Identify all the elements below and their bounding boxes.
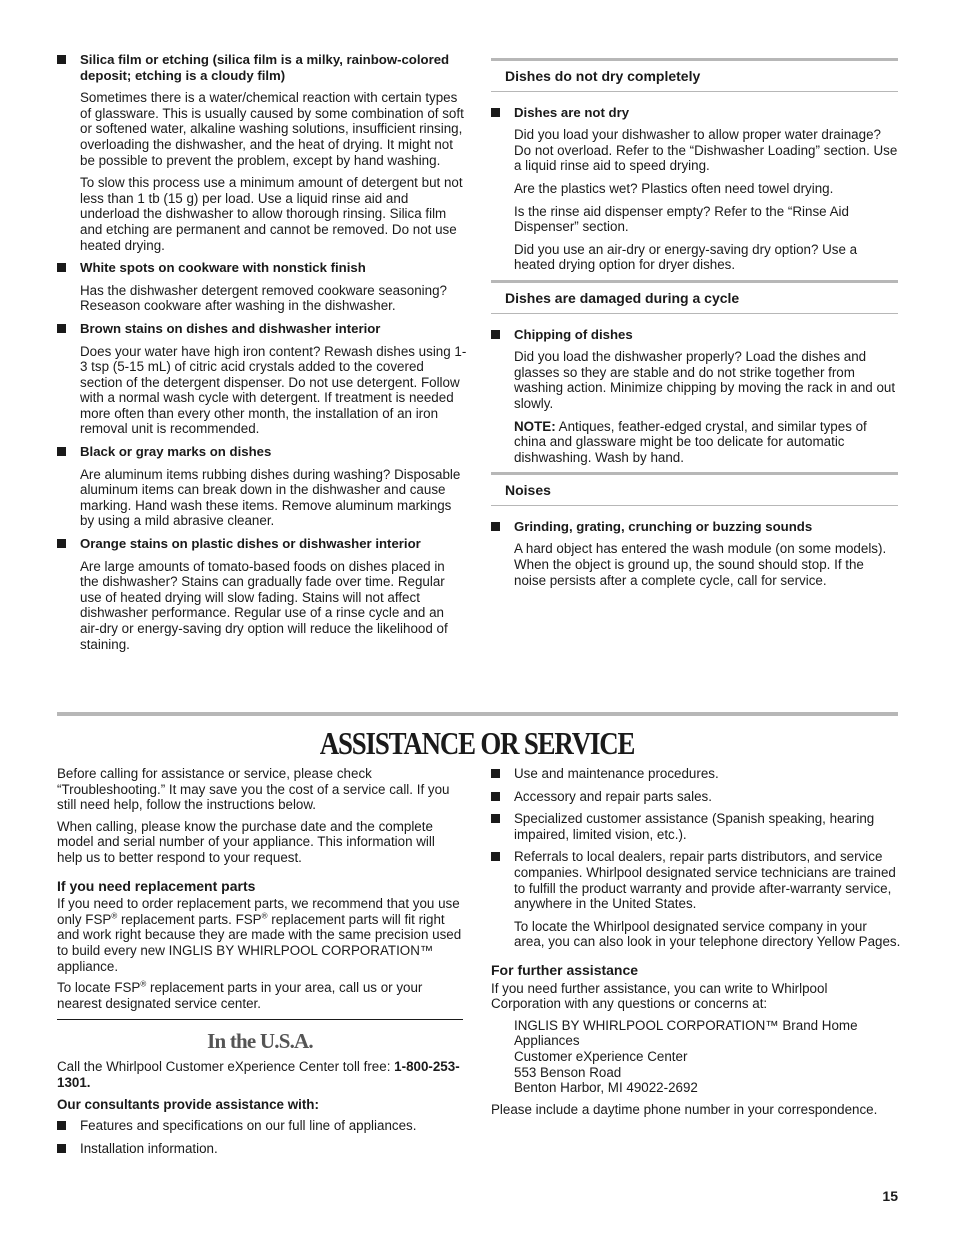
problem-heading: Grinding, grating, crunching or buzzing sounds [514,518,813,534]
assistance-list [491,766,901,912]
list-item-text: Accessory and repair parts sales. [514,788,712,804]
solution-paragraph: Are large amounts of tomato-based foods on dishes placed in the dishwasher? Stains can gradually fade over time. Regular use of heated drying will slow fading. Stains will not affect dishwasher performance. Regular use of a rinse cycle and an air-dry or energy-saving dry option will reduce the likelihood of staining. [80,558,448,652]
bullet-square-icon [491,108,500,117]
solution-paragraph: Did you load your dishwasher to allow proper water drainage? Do not overload. Refer to the “Dishwasher Loading” section. Use a liquid rinse aid to speed drying. [514,127,898,174]
solution-paragraph: To slow this process use a minimum amount of detergent but not less than 1 tb (15 g) per load. Use a liquid rinse aid and underload the dishwasher to allow thorough rinsing. Silica film and etching are permanent and cannot be removed. Do not use heated drying. [80,175,463,253]
problem-heading: Black or gray marks on dishes [80,444,272,460]
service-left-column [57,766,463,1163]
list-item-text: Specialized customer assistance (Spanish speaking, hearing impaired, limited vision, etc.). [514,811,875,842]
bullet-square-icon [57,1144,66,1153]
section-heading: Noises [491,472,898,506]
section-divider [57,712,898,716]
section-heading: Dishes are damaged during a cycle [491,280,898,314]
solution-paragraph: A hard object has entered the wash module (on some models). When the object is ground up, the sound should stop. If the noise persists after a complete cycle, call for service. [514,541,887,588]
problem-heading: Silica film or etching (silica film is a milky, rainbow-colored deposit; etching is a cloudy film) [80,52,450,83]
problem-heading: Brown stains on dishes and dishwasher interior [80,320,381,336]
replacement-parts-heading: If you need replacement parts [57,877,256,894]
closing-paragraph: Please include a daytime phone number in your correspondence. [491,1101,878,1117]
section-heading: Dishes do not dry completely [491,58,898,92]
bullet-square-icon [491,852,500,861]
usa-divider [57,1019,463,1020]
problem-heading: Dishes are not dry [514,104,630,120]
solution-paragraph: Does your water have high iron content? Rewash dishes using 1-3 tsp (5-15 mL) of citric acid crystals added to the covered section of the detergent dispenser. Do not use detergent. Follow with a normal wash cycle with detergent. If treatment is needed more often than every other month, the installation of an iron removal unit is recommended. [80,343,467,437]
problem-item [491,105,898,121]
bullet-square-icon [57,324,66,333]
list-item-text: Installation information. [80,1140,218,1156]
intro-paragraph: Before calling for assistance or service, please check “Troubleshooting.” It may save you the cost of a service call. If you still need help, follow the instructions below. [57,766,450,813]
note-label: NOTE: [514,418,556,434]
problem-item [57,52,467,83]
problem-item [491,327,898,343]
page-number: 15 [882,1188,898,1204]
service-right-column [491,766,901,1123]
list-item [491,811,901,842]
troubleshooting-right-column [491,58,898,595]
solution-paragraph: Are aluminum items rubbing dishes during washing? Disposable aluminum items can break down in the dishwasher and cause marking. Hand wash these items. Remove aluminum markings by using a mild abrasive cleaner. [80,466,461,529]
bullet-square-icon [57,1121,66,1130]
bullet-square-icon [491,792,500,801]
problem-item [57,321,467,337]
list-item [491,766,901,782]
intro-paragraph: When calling, please know the purchase date and the complete model and serial number of your appliance. This information will help us to better respond to your request. [57,818,435,865]
solution-paragraph: Are the plastics wet? Plastics often need towel drying. [514,180,834,196]
further-assistance-paragraph: If you need further assistance, you can write to Whirlpool Corporation with any questions or concerns at: [491,980,828,1012]
list-item [491,849,901,911]
list-item [491,789,901,805]
note-text: Antiques, feather-edged crystal, and similar types of china and glassware might be too delicate for automatic dishwashing. Wash by hand. [514,418,867,465]
bullet-square-icon [491,522,500,531]
address-line: 553 Benson Road [514,1064,622,1080]
replacement-parts-paragraph: If you need to order replacement parts, we recommend that you use only FSP® replacement parts. FSP® replacement parts will fit right and work right because they are made with the same precision used to build every new INGLIS BY WHIRLPOOL CORPORATION™ appliance. [57,896,462,974]
solution-paragraph: Did you load the dishwasher properly? Load the dishes and glasses so they are stable and do not strike together from washing action. Minimize chipping by moving the rack in and out slowly. [514,349,896,411]
problem-heading: Chipping of dishes [514,326,633,342]
problem-heading: Orange stains on plastic dishes or dishwasher interior [80,536,421,552]
bullet-square-icon [57,539,66,548]
problem-item [57,260,467,276]
list-item [57,1141,463,1157]
problem-heading: White spots on cookware with nonstick finish [80,260,366,276]
locate-service-paragraph: To locate the Whirlpool designated service company in your area, you can also look in your telephone directory Yellow Pages. [514,918,901,950]
note-paragraph [514,419,898,466]
solution-paragraph: Sometimes there is a water/chemical reaction with certain types of glassware. This is usually caused by some combination of soft or softened water, alkaline washing solutions, insufficient rinsing, overloading the dishwasher, and the heat of drying. It might not be possible to prevent the problem, except by hand washing. [80,90,464,168]
locate-parts-paragraph: To locate FSP® replacement parts in your area, call us or your nearest designated service center. [57,979,423,1011]
bullet-square-icon [491,330,500,339]
list-item-text: Features and specifications on our full line of appliances. [80,1118,417,1134]
phone-number: 1-800-253-1301. [57,1059,460,1090]
bullet-square-icon [57,263,66,272]
bullet-square-icon [57,447,66,456]
bullet-square-icon [57,55,66,64]
mailing-address [514,1018,901,1096]
usa-heading: In the U.S.A. [207,1029,313,1054]
address-line: Benton Harbor, MI 49022-2692 [514,1080,698,1096]
problem-item [491,519,898,535]
further-assistance-heading: For further assistance [491,961,639,978]
troubleshooting-left-column [57,52,467,659]
solution-paragraph: Is the rinse aid dispenser empty? Refer to the “Rinse Aid Dispenser” section. [514,203,849,235]
bullet-square-icon [491,814,500,823]
assistance-list [57,1118,463,1156]
problem-item [57,536,467,552]
page-title: ASSISTANCE OR SERVICE [319,725,635,761]
address-line: INGLIS BY WHIRLPOOL CORPORATION™ Brand Home Appliances [514,1017,858,1049]
list-item [57,1118,463,1134]
solution-paragraph: Has the dishwasher detergent removed cookware seasoning? Reseason cookware after washing in the dishwasher. [80,282,447,314]
consultants-heading: Our consultants provide assistance with: [57,1096,319,1112]
problem-item [57,444,467,460]
list-item-text: Referrals to local dealers, repair parts distributors, and service companies. Whirlpool designated service technicians are trained to fulfill the product warranty and provide after-warranty service, anywhere in the United States. [514,849,896,912]
bullet-square-icon [491,769,500,778]
call-center-paragraph: Call the Whirlpool Customer eXperience Center toll free: 1-800-253-1301. [57,1059,460,1090]
solution-paragraph: Did you use an air-dry or energy-saving dry option? Use a heated drying option for dryer dishes. [514,241,858,273]
list-item-text: Use and maintenance procedures. [514,766,719,781]
address-line: Customer eXperience Center [514,1048,688,1064]
